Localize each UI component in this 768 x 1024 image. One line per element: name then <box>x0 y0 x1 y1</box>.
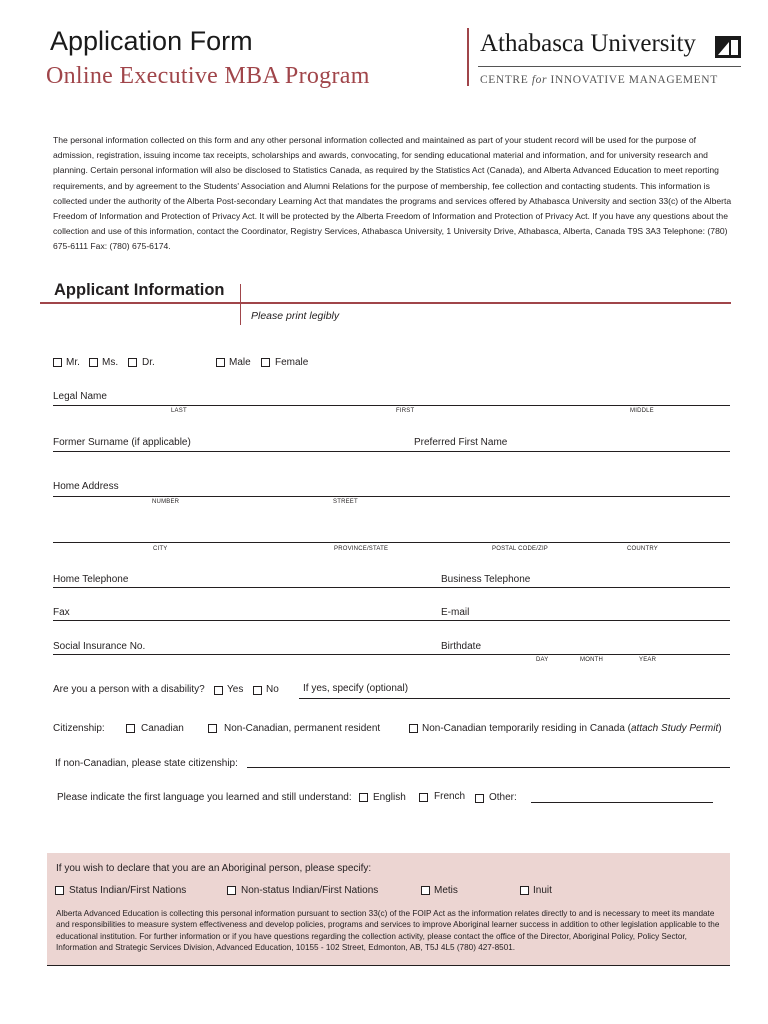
aboriginal-note: Alberta Advanced Education is collecting this personal information pursuant to section 33(c) of the FOIP Act as the information relates directly to and is necessary to meet its mandate and responsibilities to measure system effectiveness and develop policies, programs and services to improve Aboriginal learner success in addition to other legislation applicable to the educational institution. For further information or if you have questions regarding the collection activity, please contact the ofﬁce of the Director, Aboriginal Policy, Policy Sector, Information and Strategic Services Division, Advanced Education, 10155 - 102 Street, Edmonton, AB, T5J 4L5 (780) 427-8501. <box>56 909 720 952</box>
header-rule <box>478 66 741 67</box>
english-checkbox[interactable] <box>359 793 368 802</box>
home-address-label: Home Address <box>53 481 119 492</box>
dr-checkbox[interactable] <box>128 358 137 367</box>
female-checkbox[interactable] <box>261 358 270 367</box>
middle-sublabel: MIDDLE <box>630 408 654 414</box>
mr-checkbox[interactable] <box>53 358 62 367</box>
disability-yes-checkbox[interactable] <box>214 686 223 695</box>
fax-label: Fax <box>53 607 70 618</box>
citizenship-label: Citizenship: <box>53 723 105 734</box>
section-title: Applicant Information <box>54 281 225 299</box>
female-label: Female <box>275 357 309 368</box>
permanent-resident-label: Non-Canadian, permanent resident <box>224 723 381 734</box>
form-title: Application Form <box>50 26 253 56</box>
header-divider <box>467 28 469 86</box>
ms-checkbox[interactable] <box>89 358 98 367</box>
month-sublabel: MONTH <box>580 657 603 663</box>
disability-question: Are you a person with a disability? <box>53 684 205 695</box>
permanent-resident-checkbox[interactable] <box>208 724 217 733</box>
section-rule <box>40 302 731 304</box>
disability-specify-field[interactable] <box>299 698 730 699</box>
section-divider <box>240 284 241 325</box>
language-question: Please indicate the ﬁrst language you learned and still understand: <box>57 792 352 803</box>
metis-label: Metis <box>434 885 458 896</box>
city-field[interactable] <box>53 542 730 543</box>
french-checkbox[interactable] <box>419 793 428 802</box>
other-language-field[interactable] <box>531 802 713 803</box>
fax-email-field[interactable] <box>53 620 730 621</box>
business-telephone-label: Business Telephone <box>441 574 531 585</box>
home-address-field[interactable] <box>53 496 730 497</box>
home-telephone-label: Home Telephone <box>53 574 129 585</box>
year-sublabel: YEAR <box>639 657 657 663</box>
disability-no-checkbox[interactable] <box>253 686 262 695</box>
inuit-label: Inuit <box>533 885 552 896</box>
last-sublabel: LAST <box>171 408 187 414</box>
postal-code-sublabel: POSTAL CODE/ZIP <box>492 546 549 552</box>
former-surname-field[interactable] <box>53 451 730 452</box>
non-canadian-field[interactable] <box>247 767 730 768</box>
sin-label: Social Insurance No. <box>53 641 146 652</box>
french-label: French <box>434 791 466 802</box>
print-instruction: Please print legibly <box>251 310 340 322</box>
status-indian-label: Status Indian/First Nations <box>69 885 187 896</box>
program-subtitle: Online Executive MBA Program <box>46 63 370 89</box>
other-language-label: Other: <box>489 792 517 803</box>
male-label: Male <box>229 357 251 368</box>
inuit-checkbox[interactable] <box>520 886 529 895</box>
disability-no-label: No <box>266 684 279 695</box>
canadian-checkbox[interactable] <box>126 724 135 733</box>
email-label: E-mail <box>441 607 470 618</box>
city-sublabel: CITY <box>153 546 168 552</box>
privacy-notice: The personal information collected on this form and any other personal information collected and maintained as part of your student record will be used for the purpose of admission, registration, issuing income tax receipts, scholarships and awards, convocating, for sending educational material and information, and for university research and planning. Certain personal information will also be disclosed to Statistics Canada, as required by the Statistics Act (Canada), and Alberta Advanced Education to meet reporting requirements, and by agreement to the Students' Association and Alumni Relations for the purpose of membership, fee collection and contacting students. This information is collected under the authority of the Alberta Post-secondary Learning Act that mandates the programs and services offered by Athabasca University and section 33(c) of the Alberta Freedom of Information and Protection of Privacy Act. It will be protected by the Alberta Freedom of Information and Protection of Privacy Act. If you have any questions about the collection and use of this information, contact the Coordinator, Registry Services, Athabasca University, 1 University Drive, Athabasca, Alberta, Canada T9S 3A3 Telephone: (780) 675-6111 Fax: (780) 675-6174. <box>53 135 732 252</box>
status-indian-checkbox[interactable] <box>55 886 64 895</box>
disability-specify-label: If yes, specify (optional) <box>303 683 409 694</box>
first-sublabel: FIRST <box>396 408 415 414</box>
centre-name: CENTRE for INNOVATIVE MANAGEMENT <box>480 74 718 86</box>
legal-name-label: Legal Name <box>53 391 107 402</box>
aboriginal-bottom-rule <box>47 965 730 966</box>
dr-label: Dr. <box>142 357 155 368</box>
preferred-first-name-label: Preferred First Name <box>414 437 508 448</box>
other-language-checkbox[interactable] <box>475 794 484 803</box>
legal-name-field[interactable] <box>53 405 730 406</box>
street-sublabel: STREET <box>333 499 358 505</box>
metis-checkbox[interactable] <box>421 886 430 895</box>
male-checkbox[interactable] <box>216 358 225 367</box>
mr-label: Mr. <box>66 357 80 368</box>
non-status-indian-label: Non-status Indian/First Nations <box>241 885 379 896</box>
former-surname-label: Former Surname (if applicable) <box>53 437 191 448</box>
birthdate-label: Birthdate <box>441 641 482 652</box>
number-sublabel: NUMBER <box>152 499 180 505</box>
province-sublabel: PROVINCE/STATE <box>334 546 389 552</box>
ms-label: Ms. <box>102 357 119 368</box>
non-canadian-label: If non-Canadian, please state citizenship: <box>55 758 238 769</box>
university-name: Athabasca University <box>480 30 696 57</box>
canadian-label: Canadian <box>141 723 184 734</box>
athabasca-logo-icon <box>715 36 741 58</box>
disability-yes-label: Yes <box>227 684 244 695</box>
day-sublabel: DAY <box>536 657 549 663</box>
temporary-resident-checkbox[interactable] <box>409 724 418 733</box>
temporary-resident-label: Non-Canadian temporarily residing in Canada (attach Study Permit) <box>422 723 722 734</box>
non-status-indian-checkbox[interactable] <box>227 886 236 895</box>
telephone-field[interactable] <box>53 587 730 588</box>
aboriginal-question: If you wish to declare that you are an Aboriginal person, please specify: <box>56 863 372 874</box>
english-label: English <box>373 792 406 803</box>
sin-birthdate-field[interactable] <box>53 654 730 655</box>
country-sublabel: COUNTRY <box>627 546 658 552</box>
